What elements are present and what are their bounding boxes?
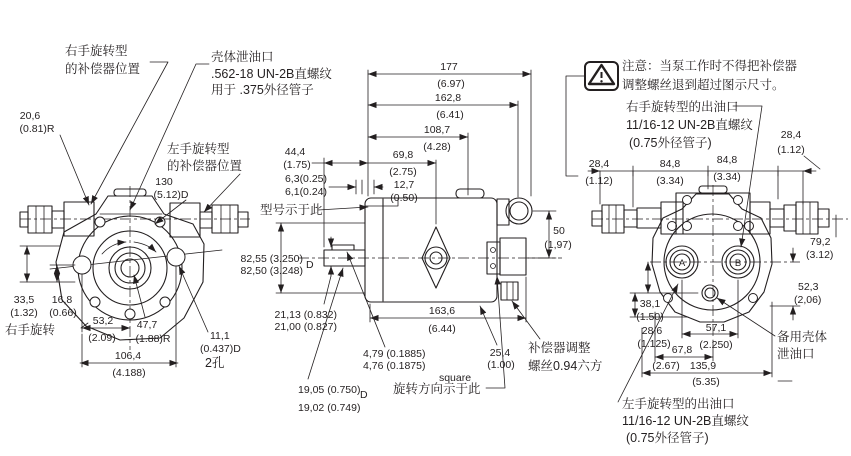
- callout-case-drain-line1: 壳体泄油口: [211, 50, 274, 64]
- dim-rear-v2-in: (1.125): [637, 338, 671, 350]
- callout-spare-drain-line1: 备用壳体: [777, 330, 828, 344]
- dim-side-tol-a: 6,3(0.25): [284, 173, 327, 185]
- callout-rh-compensator-line2: 的补偿器位置: [65, 62, 141, 76]
- dim-rear-w3-in: (3.34): [713, 171, 741, 183]
- dim-side-shaft-min: 19,02 (0.749): [298, 402, 361, 414]
- dim-rear-b1-mm: 57,1: [705, 322, 727, 334]
- mounting-hole-left: [73, 256, 91, 274]
- dim-front-v1-in: (1.32): [10, 307, 38, 319]
- dim-side-key-max: 4,79 (0.1885): [363, 348, 426, 360]
- callout-rh-compensator-line1: 右手旋转型: [65, 44, 128, 58]
- dim-front-v2-in: (0.66): [49, 307, 77, 319]
- dim-side-pilot-min: 82,50 (3.248): [240, 265, 303, 277]
- note-line1: 注意：当泵工作时不得把补偿器: [622, 59, 798, 73]
- dim-rear-h1-in: (3.12): [806, 249, 834, 261]
- dim-side-len3-mm: 108,7: [423, 124, 451, 136]
- dim-rear-w1-mm: 28,4: [588, 158, 610, 170]
- dim-side-keyheight-min: 21,00 (0.827): [274, 321, 337, 333]
- spare-drain-port: [702, 285, 718, 301]
- callout-rh-outlet-line3: (0.75外径管子): [629, 136, 712, 150]
- dim-side-25-mm: 25,4: [489, 347, 511, 359]
- dim-front-holespan-mm: 106,4: [114, 350, 142, 362]
- dim-side-len4-mm: 69,8: [392, 149, 414, 161]
- dim-rear-v1-mm: 38,1: [639, 298, 661, 310]
- side-view: [241, 61, 603, 414]
- port-b-label: B: [734, 258, 742, 269]
- shaft-key: [332, 245, 354, 250]
- dim-front-hole-in: (0.437)D: [200, 343, 241, 355]
- dim-rear-w4-mm: 28,4: [780, 129, 802, 141]
- callout-lh-outlet-line1: 左手旋转型的出油口: [622, 397, 735, 411]
- dim-side-len3-in: (4.28): [423, 141, 451, 153]
- dim-side-port-in: (1,97): [544, 239, 572, 251]
- label-square-key: square: [438, 372, 472, 384]
- dim-rear-w4-in: (1.12): [777, 144, 805, 156]
- dim-side-len4-in: (2.75): [389, 166, 417, 178]
- mounting-hole-right: [167, 248, 185, 266]
- dim-front-corner-radius-mm: 20,6: [19, 110, 41, 122]
- dim-rear-w3-mm: 84,8: [716, 154, 738, 166]
- callout-spare-drain-line2: 泄油口: [777, 347, 815, 361]
- dim-rear-v3-mm: 52,3: [798, 281, 819, 293]
- callout-comp-adjust-line2: 螺丝0.94六方: [528, 359, 603, 373]
- dim-rear-b3-mm: 135,9: [689, 360, 717, 372]
- dim-rear-v1-in: (1.50): [636, 311, 664, 323]
- dim-front-v2-mm: 16,8: [51, 294, 73, 306]
- dim-front-h1-in: (2.09): [88, 332, 116, 344]
- dim-rear-w1-in: (1.12): [585, 175, 613, 187]
- dim-side-shaft-max: 19,05 (0.750): [298, 384, 361, 396]
- dim-side-key-offset-in: (0.50): [390, 192, 418, 204]
- callout-rh-outlet-line2: 11/16-12 UN-2B直螺纹: [626, 118, 753, 132]
- callout-lh-outlet-line3: (0.75外径管子): [626, 431, 709, 445]
- callout-lh-compensator-line2: 的补偿器位置: [167, 159, 243, 173]
- dim-front-pilot-mm: 130: [155, 176, 173, 188]
- dim-side-overall-mm: 177: [440, 61, 458, 73]
- dim-side-keyheight-max: 21,13 (0.832): [274, 309, 337, 321]
- note-line2: 调整螺丝退到超过图示尺寸。: [622, 78, 785, 92]
- label-rh-rotation: 右手旋转: [5, 323, 56, 337]
- callout-rh-outlet-line1: 右手旋转型的出油口: [626, 100, 739, 114]
- dim-side-key-min: 4,76 (0.1875): [363, 360, 426, 372]
- callout-model-location: 型号示于此: [260, 203, 323, 217]
- dim-front-hole-mm: 11,1: [210, 330, 230, 342]
- dim-front-boltcircle-in: (1.88)R: [135, 333, 171, 345]
- dim-rear-h1-mm: 79,2: [810, 236, 831, 248]
- dim-rear-b2-mm: 67,8: [671, 344, 693, 356]
- dim-side-shaft-suffix: D: [360, 389, 368, 401]
- dim-side-shaft-ext-in: (1.75): [283, 159, 311, 171]
- dim-front-boltcircle-mm: 47,7: [136, 319, 158, 331]
- callout-comp-adjust-line1: 补偿器调整: [528, 341, 591, 355]
- dim-front-holespan-in: (4.188): [112, 367, 146, 379]
- dim-front-corner-radius-in: (0.81)R: [19, 123, 55, 135]
- dim-rear-b2-in: (2.67): [652, 360, 680, 372]
- warning-icon: [585, 62, 618, 90]
- dim-side-pilot-suffix: D: [306, 259, 314, 271]
- callout-case-drain-line2: .562-18 UN-2B直螺纹: [211, 67, 332, 81]
- dim-rear-w2-in: (3.34): [656, 175, 684, 187]
- dim-front-hole-qty: 2孔: [205, 356, 225, 370]
- callout-lh-outlet-line2: 11/16-12 UN-2B直螺纹: [622, 414, 749, 428]
- dim-side-body-in: (6.44): [428, 323, 456, 335]
- dim-side-body-mm: 163,6: [428, 305, 456, 317]
- dim-front-pilot-in: (5.12)D: [153, 189, 189, 201]
- dim-side-shaft-ext-mm: 44,4: [284, 146, 306, 158]
- dim-side-key-offset-mm: 12,7: [393, 179, 415, 191]
- dim-front-h1-mm: 53,2: [92, 315, 114, 327]
- dim-rear-b3-in: (5.35): [692, 376, 720, 388]
- compensator-pipe-assembly: [592, 186, 829, 234]
- dim-side-25-in: (1.00): [487, 359, 515, 371]
- dim-side-pilot-max: 82,55 (3.250): [240, 253, 303, 265]
- rotation-arrow-right: [134, 242, 156, 252]
- dim-rear-w2-mm: 84,8: [659, 158, 681, 170]
- dim-rear-b1-in: (2.250): [699, 339, 733, 351]
- callout-case-drain-line3: 用于 .375外径管子: [211, 83, 314, 97]
- dim-side-tol-b: 6,1(0.24): [284, 186, 327, 198]
- dim-side-len2-mm: 162,8: [434, 92, 462, 104]
- dim-front-v1-mm: 33,5: [13, 294, 35, 306]
- dim-rear-v2-mm: 28,6: [641, 325, 663, 337]
- callout-lh-compensator-line1: 左手旋转型: [167, 142, 230, 156]
- callout-rotation-direction: 旋转方向示于此: [393, 382, 481, 396]
- port-a-label: A: [678, 258, 686, 269]
- dim-rear-v3-in: (2,06): [794, 294, 822, 306]
- rear-view: [566, 58, 848, 445]
- dim-side-len2-in: (6.41): [436, 109, 464, 121]
- dim-side-port-mm: 50: [553, 225, 565, 237]
- dim-side-overall-in: (6.97): [437, 78, 465, 90]
- compensator-adjust-screw: [501, 282, 518, 300]
